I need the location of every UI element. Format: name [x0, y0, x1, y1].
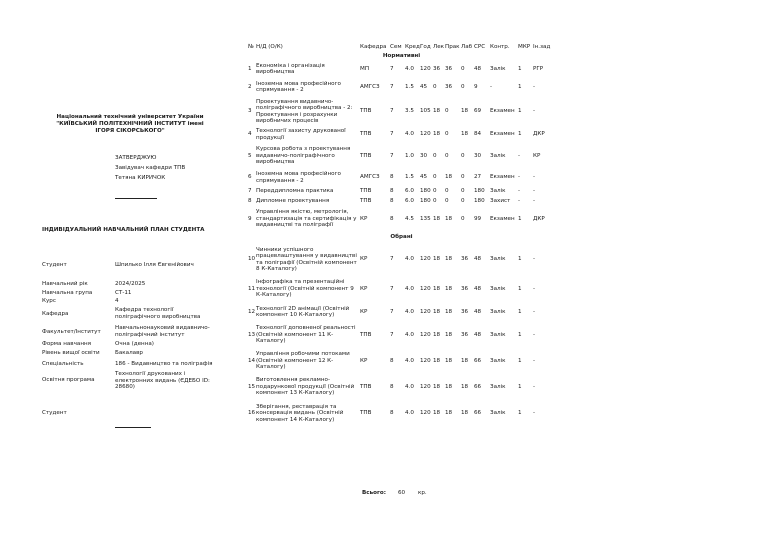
info-value: Очна (денна) [115, 341, 154, 347]
header-cell: Прак [445, 43, 460, 50]
course-cell: 18 [445, 383, 453, 390]
study-plan-table [248, 42, 555, 427]
course-cell: 120 [420, 256, 431, 263]
course-cell: 1 [518, 108, 522, 115]
course-cell: 8 [390, 383, 394, 390]
course-cell: 0 [445, 108, 449, 115]
course-cell: - [533, 256, 536, 263]
course-cell: 18 [433, 357, 441, 364]
course-cell: 0 [461, 197, 465, 204]
course-cell: 48 [474, 285, 482, 292]
course-name-cell: Курсова робота з проектування видавничо-поліграфічного виробництва [256, 146, 351, 166]
course-cell: Екзамен [490, 215, 515, 222]
course-cell: 7 [390, 308, 394, 315]
course-cell: 120 [420, 285, 431, 292]
header-cell: Год [420, 43, 431, 50]
course-cell: 48 [474, 331, 482, 338]
course-cell: 4.0 [405, 131, 414, 138]
course-cell: - [533, 174, 536, 181]
course-cell: 18 [433, 215, 441, 222]
course-cell: Залік [490, 152, 506, 159]
course-cell: 8 [390, 215, 394, 222]
document-title: ІНДИВІДУАЛЬНИЙ НАВЧАЛЬНИЙ ПЛАН СТУДЕНТА [42, 227, 205, 233]
header-cell: № [248, 43, 254, 50]
course-cell: 8 [390, 357, 394, 364]
course-cell: 1.5 [405, 174, 414, 181]
course-cell: Залік [490, 65, 506, 72]
course-cell: 18 [433, 308, 441, 315]
course-cell: 180 [474, 197, 485, 204]
course-cell: - [533, 308, 536, 315]
course-cell: 15 [248, 383, 256, 390]
course-row [248, 243, 555, 276]
course-name-cell: Іноземна мова професійного спрямування - 2 [256, 80, 341, 93]
total-unit: кр. [418, 490, 427, 496]
course-cell: 8 [390, 187, 394, 194]
course-name-cell: Технології доповненої реальності (Освітній компонент 11 К-Каталогу) [256, 325, 356, 345]
approval-person: Тетяна КИРИЧОК [115, 175, 166, 181]
course-name-cell: Управління робочими потоками (Освітній компонент 12 К-Каталогу) [256, 351, 350, 371]
course-cell: 30 [420, 152, 428, 159]
course-cell: КР [360, 308, 368, 315]
course-name-cell: Проектування видавничо-поліграфічного виробництва - 2: Проектування і розрахунки виробничих процесів [256, 98, 353, 124]
course-cell: 120 [420, 331, 431, 338]
course-cell: Екзамен [490, 131, 515, 138]
total-credits: 60 [398, 490, 406, 496]
course-cell: 4.0 [405, 256, 414, 263]
course-cell: 9 [248, 215, 252, 222]
course-cell: 8 [390, 174, 394, 181]
course-cell: 1 [518, 83, 522, 90]
header-cell: МКР [518, 43, 531, 50]
course-cell: ТПВ [360, 383, 372, 390]
course-cell: ТПВ [360, 108, 372, 115]
course-cell: 36 [445, 65, 453, 72]
course-cell: 7 [390, 131, 394, 138]
course-cell: 11 [248, 285, 256, 292]
course-cell: Залік [490, 357, 506, 364]
course-cell: - [518, 152, 521, 159]
course-cell: 16 [248, 410, 256, 417]
course-cell: 4.0 [405, 308, 414, 315]
course-cell: 69 [474, 108, 482, 115]
course-name-cell: Дипломне проектування [256, 197, 330, 204]
student-name: Шпилько Ілля Євгенійович [115, 262, 194, 268]
course-cell: - [533, 108, 536, 115]
course-name-cell: Чинники успішного працевлаштування у видавництві та поліграфії (Освітній компонент 8 К-Каталогу) [256, 246, 357, 272]
course-cell: ДКР [533, 215, 545, 222]
total-label: Всього: [362, 490, 386, 496]
course-cell: 4 [248, 131, 252, 138]
course-cell: 18 [433, 383, 441, 390]
course-cell: - [533, 383, 536, 390]
course-cell: 18 [433, 331, 441, 338]
course-row [248, 126, 555, 143]
course-cell: 27 [474, 174, 482, 181]
course-cell: 10 [248, 256, 256, 263]
course-cell: 18 [445, 308, 453, 315]
course-cell: 6 [248, 174, 252, 181]
course-cell: 66 [474, 357, 482, 364]
course-cell: 120 [420, 308, 431, 315]
course-cell: - [533, 197, 536, 204]
info-label: Освітня програма [42, 377, 95, 383]
course-cell: 1 [518, 383, 522, 390]
course-cell: 18 [445, 285, 453, 292]
course-row [248, 196, 555, 206]
course-cell: 1 [518, 285, 522, 292]
course-cell: РГР [533, 65, 544, 72]
info-label: Факультет/Інститут [42, 329, 101, 335]
course-cell: 0 [461, 65, 465, 72]
course-cell: 18 [461, 357, 469, 364]
info-value: Кафедра технології поліграфічного виробництва [115, 307, 201, 320]
course-cell: 7 [248, 187, 252, 194]
course-cell: АМГСЗ [360, 83, 380, 90]
header-cell: Н/Д (О/К) [256, 43, 283, 50]
info-value: 4 [115, 298, 119, 304]
course-cell: 99 [474, 215, 482, 222]
course-cell: КР [533, 152, 541, 159]
student-sign-label: Студент [42, 410, 67, 416]
header-cell: СРС [474, 43, 486, 50]
course-row [248, 169, 555, 186]
course-cell: 0 [433, 152, 437, 159]
course-row [248, 374, 555, 400]
course-cell: 7 [390, 256, 394, 263]
course-cell: - [533, 331, 536, 338]
course-cell: 0 [461, 152, 465, 159]
course-row [248, 322, 555, 348]
course-name-cell: Іноземна мова професійного спрямування - 2 [256, 171, 341, 184]
course-cell: Залік [490, 383, 506, 390]
course-cell: 36 [461, 331, 469, 338]
info-value: 2024/2025 [115, 281, 146, 287]
section-title: Обрані [390, 234, 413, 241]
course-cell: 0 [433, 174, 437, 181]
course-cell: Захист [490, 197, 511, 204]
course-cell: 0 [433, 187, 437, 194]
course-cell: 18 [461, 410, 469, 417]
course-cell: 0 [461, 187, 465, 194]
course-cell: 180 [420, 197, 431, 204]
course-cell: 18 [433, 256, 441, 263]
course-cell: 1 [518, 256, 522, 263]
course-cell: - [533, 83, 536, 90]
student-label: Студент [42, 262, 67, 268]
course-row [248, 61, 555, 77]
info-label: Форма навчання [42, 341, 92, 347]
course-cell: 18 [461, 383, 469, 390]
course-cell: 1 [518, 131, 522, 138]
course-cell: 36 [433, 65, 441, 72]
course-cell: 66 [474, 383, 482, 390]
course-cell: 48 [474, 65, 482, 72]
university-name-line1: Національний технічний університет України [56, 114, 204, 120]
course-cell: 1.0 [405, 152, 414, 159]
info-label: Спеціальність [42, 361, 84, 367]
course-name-cell: Технології 2D анімації (Освітній компонент 10 К-Каталогу) [256, 305, 350, 318]
course-cell: - [518, 197, 521, 204]
course-cell: - [533, 357, 536, 364]
course-cell: 18 [445, 410, 453, 417]
course-cell: ТПВ [360, 331, 372, 338]
course-cell: 1 [518, 308, 522, 315]
course-row [248, 206, 555, 232]
university-name-line2: "КИЇВСЬКИЙ ПОЛІТЕХНІЧНИЙ ІНСТИТУТ імені [56, 121, 204, 127]
course-cell: 12 [248, 308, 256, 315]
course-name-cell: Управління якістю, метрологія, стандартизація та сертифікація у видавництві та поліграфії [256, 209, 357, 229]
course-cell: 48 [474, 256, 482, 263]
course-cell: 7 [390, 108, 394, 115]
course-cell: 36 [461, 256, 469, 263]
course-cell: Залік [490, 331, 506, 338]
course-cell: 120 [420, 383, 431, 390]
course-cell: 8 [390, 197, 394, 204]
course-cell: 7 [390, 331, 394, 338]
course-cell: - [533, 410, 536, 417]
course-cell: ТПВ [360, 187, 372, 194]
course-cell: 135 [420, 215, 431, 222]
header-cell: Кафедра [360, 43, 387, 50]
header-cell: Ін.зад [533, 43, 551, 50]
course-cell: КР [360, 285, 368, 292]
course-row [248, 143, 555, 169]
course-cell: 18 [433, 285, 441, 292]
course-cell: 3 [248, 108, 252, 115]
course-cell: 0 [445, 152, 449, 159]
info-label: Навчальний рік [42, 281, 88, 287]
course-cell: 36 [445, 83, 453, 90]
course-cell: 0 [461, 83, 465, 90]
course-cell: 4.5 [405, 215, 414, 222]
course-cell: 120 [420, 65, 431, 72]
section-row-normative [248, 52, 555, 61]
course-cell: 5 [248, 152, 252, 159]
course-cell: Залік [490, 285, 506, 292]
course-cell: - [518, 187, 521, 194]
course-cell: 8 [248, 197, 252, 204]
course-cell: 105 [420, 108, 431, 115]
course-cell: 18 [445, 331, 453, 338]
course-cell: ТПВ [360, 131, 372, 138]
course-cell: 0 [461, 174, 465, 181]
header-cell: Сем [390, 43, 402, 50]
course-cell: - [533, 285, 536, 292]
course-cell: 1 [518, 215, 522, 222]
section-title: Нормативні [382, 53, 421, 60]
header-cell: Лек [433, 43, 445, 50]
course-cell: 1 [518, 331, 522, 338]
course-name-cell: Інфографіка та презентаційні технології (Освітній компонент 9 К-Каталогу) [256, 279, 354, 299]
course-cell: 180 [474, 187, 485, 194]
course-cell: ТПВ [360, 410, 372, 417]
course-cell: 0 [461, 215, 465, 222]
course-cell: 4.0 [405, 357, 414, 364]
course-cell: 36 [461, 308, 469, 315]
course-row [248, 276, 555, 302]
course-cell: 36 [461, 285, 469, 292]
course-cell: 18 [433, 131, 441, 138]
course-cell: 8 [390, 410, 394, 417]
info-label: Навчальна група [42, 290, 93, 296]
info-label: Рівень вищої освіти [42, 350, 100, 356]
course-cell: 2 [248, 83, 252, 90]
course-row [248, 77, 555, 97]
course-cell: - [533, 187, 536, 194]
course-cell: ТПВ [360, 197, 372, 204]
course-cell: 0 [445, 131, 449, 138]
course-name-cell: Зберігання, реставрація та консервація видань (Освітній компонент 14 К-Каталогу) [256, 403, 344, 423]
info-value: Навчальнонауковий видавничо-поліграфічний інститут [115, 325, 210, 338]
course-cell: 14 [248, 357, 256, 364]
course-row [248, 348, 555, 374]
header-cell: Лаб [461, 43, 473, 50]
course-row [248, 97, 555, 126]
course-cell: МП [360, 65, 370, 72]
info-value: Технології друкованих і електронних видань (ЄДЕБО ID: 28680) [115, 371, 210, 391]
course-cell: Екзамен [490, 174, 515, 181]
course-cell: 0 [445, 187, 449, 194]
course-row [248, 302, 555, 322]
course-cell: 180 [420, 187, 431, 194]
info-label: Курс [42, 298, 56, 304]
course-cell: ДКР [533, 131, 545, 138]
course-cell: 18 [433, 108, 441, 115]
course-cell: 1 [518, 65, 522, 72]
course-cell: 48 [474, 308, 482, 315]
course-cell: 13 [248, 331, 256, 338]
course-cell: 120 [420, 131, 431, 138]
course-cell: 45 [420, 83, 428, 90]
course-name-cell: Технології захисту друкованої продукції [256, 128, 346, 141]
course-cell: - [490, 83, 493, 90]
course-cell: Залік [490, 308, 506, 315]
course-name-cell: Виготовлення рекламно-подарункової продукції (Освітній компонент 13 К-Каталогу) [256, 377, 355, 397]
course-cell: 30 [474, 152, 482, 159]
course-cell: 1 [248, 65, 252, 72]
course-cell: 7 [390, 152, 394, 159]
course-cell: 4.0 [405, 331, 414, 338]
course-name-cell: Економіка і організація виробництва [256, 62, 325, 75]
course-cell: 9 [474, 83, 478, 90]
table-header-row [248, 42, 555, 52]
info-value: Бакалавр [115, 350, 143, 356]
approval-heading: ЗАТВЕРДЖУЮ [115, 155, 157, 161]
course-cell: 1 [518, 357, 522, 364]
course-cell: Екзамен [490, 108, 515, 115]
course-cell: 66 [474, 410, 482, 417]
course-cell: 6.0 [405, 187, 414, 194]
section-row-elective [248, 232, 555, 243]
course-cell: 18 [445, 357, 453, 364]
course-cell: 4.0 [405, 285, 414, 292]
info-value: СТ-11 [115, 290, 132, 296]
course-cell: 6.0 [405, 197, 414, 204]
course-cell: 4.0 [405, 383, 414, 390]
header-cell: Контр. [490, 43, 510, 50]
course-cell: 4.0 [405, 410, 414, 417]
course-cell: ТПВ [360, 152, 372, 159]
course-cell: АМГСЗ [360, 174, 380, 181]
header-cell: Кред [405, 43, 420, 50]
student-signature-line [115, 427, 151, 428]
course-cell: Залік [490, 410, 506, 417]
approval-signature-line [115, 198, 157, 199]
course-cell: 0 [433, 83, 437, 90]
course-name-cell: Переддипломна практика [256, 187, 334, 194]
course-cell: 120 [420, 410, 431, 417]
course-cell: Залік [490, 187, 506, 194]
info-value: 186 - Видавництво та поліграфія [115, 361, 213, 367]
course-cell: Залік [490, 256, 506, 263]
course-cell: 18 [461, 131, 469, 138]
course-cell: 120 [420, 357, 431, 364]
course-cell: КР [360, 215, 368, 222]
info-label: Кафедра [42, 311, 69, 317]
course-cell: 1 [518, 410, 522, 417]
course-cell: 18 [445, 256, 453, 263]
course-cell: 1.5 [405, 83, 414, 90]
approval-position: Завідувач кафедри ТПВ [115, 165, 186, 171]
course-cell: 7 [390, 83, 394, 90]
course-cell: КР [360, 256, 368, 263]
course-row [248, 186, 555, 196]
course-cell: 18 [445, 174, 453, 181]
course-cell: 45 [420, 174, 428, 181]
course-cell: 3.5 [405, 108, 414, 115]
course-cell: 84 [474, 131, 482, 138]
course-cell: 0 [433, 197, 437, 204]
course-cell: 7 [390, 65, 394, 72]
course-cell: КР [360, 357, 368, 364]
course-cell: - [518, 174, 521, 181]
university-name-line3: ІГОРЯ СІКОРСЬКОГО" [95, 128, 165, 134]
course-cell: 7 [390, 285, 394, 292]
course-row [248, 400, 555, 427]
course-cell: 18 [445, 215, 453, 222]
course-cell: 4.0 [405, 65, 414, 72]
course-cell: 0 [445, 197, 449, 204]
course-cell: 18 [433, 410, 441, 417]
course-cell: 18 [461, 108, 469, 115]
